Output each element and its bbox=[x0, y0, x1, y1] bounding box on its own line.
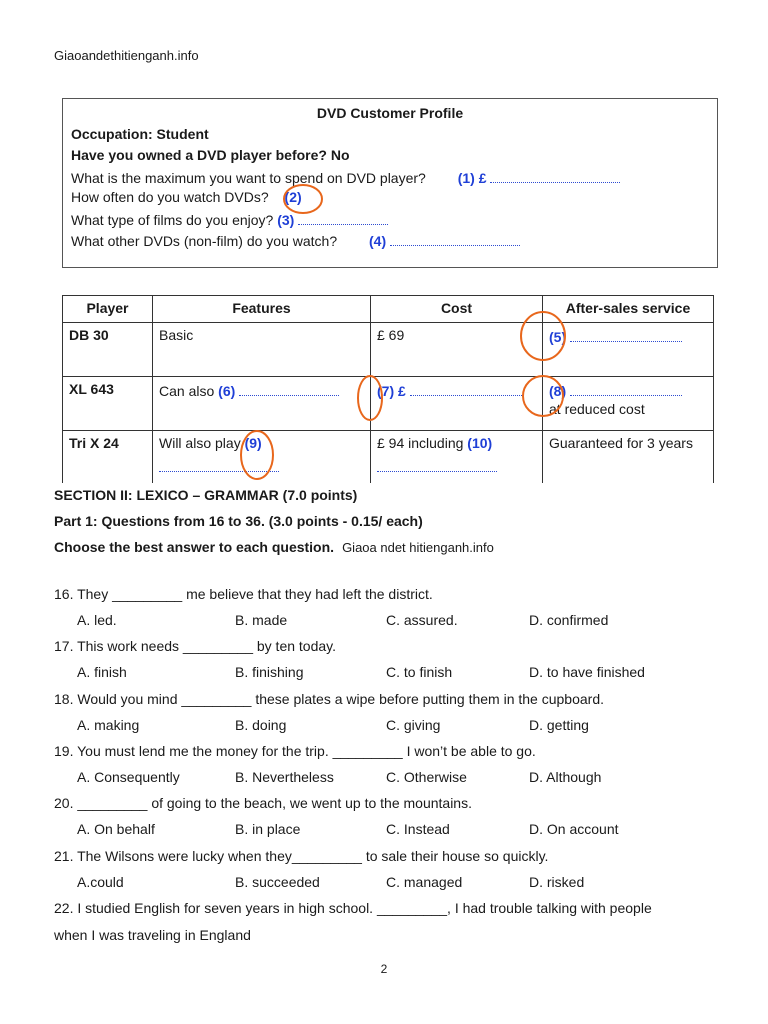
instruction-text: Choose the best answer to each question. bbox=[54, 539, 335, 555]
question-21: 21. The Wilsons were lucky when they_________ to sale their house so quickly. bbox=[54, 848, 549, 864]
blank-label-5: (5) bbox=[549, 329, 567, 345]
service-note: at reduced cost bbox=[549, 401, 645, 417]
site-header: Giaoandethitienganh.info bbox=[54, 48, 199, 63]
header-cost: Cost bbox=[371, 296, 543, 323]
table-row bbox=[63, 323, 714, 377]
answer-blank-3[interactable] bbox=[298, 210, 388, 225]
players-table bbox=[62, 295, 714, 483]
cell-features bbox=[153, 431, 371, 484]
option-d[interactable]: D. to have finished bbox=[529, 664, 645, 680]
customer-profile-box bbox=[62, 98, 718, 268]
option-d[interactable]: D. Although bbox=[529, 769, 602, 785]
answer-blank-8[interactable] bbox=[570, 381, 682, 396]
profile-question: What type of films do you enjoy? bbox=[71, 212, 274, 228]
header-service: After-sales service bbox=[543, 296, 714, 323]
blank-label-4: (4) bbox=[369, 233, 387, 249]
features-text: Can also bbox=[159, 383, 215, 399]
header-features: Features bbox=[153, 296, 371, 323]
blank-label-8: (8) bbox=[549, 383, 567, 399]
answer-blank-9[interactable] bbox=[159, 457, 279, 472]
blank-label-3: (3) bbox=[277, 212, 295, 228]
option-c[interactable]: C. managed bbox=[386, 874, 463, 890]
option-b[interactable]: B. Nevertheless bbox=[235, 769, 334, 785]
option-d[interactable]: D. getting bbox=[529, 717, 589, 733]
cell-cost bbox=[371, 377, 543, 431]
answer-blank-6[interactable] bbox=[239, 381, 339, 396]
table-row bbox=[63, 431, 714, 484]
option-b[interactable]: B. made bbox=[235, 612, 288, 628]
option-d[interactable]: D. risked bbox=[529, 874, 585, 890]
answer-blank-7[interactable] bbox=[410, 381, 522, 396]
answer-blank-4[interactable] bbox=[390, 231, 520, 246]
answer-blank-5[interactable] bbox=[570, 327, 682, 342]
option-c[interactable]: C. assured. bbox=[386, 612, 458, 628]
cell-cost bbox=[371, 431, 543, 484]
question-16: 16. They _________ me believe that they had left the district. bbox=[54, 586, 433, 602]
profile-line-how-often bbox=[71, 189, 302, 205]
instruction-line bbox=[54, 539, 494, 555]
option-c[interactable]: C. Otherwise bbox=[386, 769, 467, 785]
features-text: Will also play bbox=[159, 435, 241, 451]
option-a[interactable]: A. led. bbox=[77, 612, 117, 628]
table-header-row bbox=[63, 296, 714, 323]
blank-label-2: (2) bbox=[284, 189, 302, 205]
cell-player: DB 30 bbox=[63, 323, 153, 377]
question-22-continued: when I was traveling in England bbox=[54, 927, 251, 943]
profile-question: What other DVDs (non-film) do you watch? bbox=[71, 233, 338, 249]
option-c[interactable]: C. giving bbox=[386, 717, 441, 733]
profile-title: DVD Customer Profile bbox=[316, 105, 464, 121]
page-number: 2 bbox=[380, 962, 388, 976]
section-title: SECTION II: LEXICO – GRAMMAR (7.0 points) bbox=[54, 487, 358, 503]
option-b[interactable]: B. in place bbox=[235, 821, 301, 837]
option-a[interactable]: A. making bbox=[77, 717, 140, 733]
answer-blank-1[interactable] bbox=[490, 168, 620, 183]
table-row bbox=[63, 377, 714, 431]
cost-text: £ 94 including bbox=[377, 435, 464, 451]
blank-label-10: (10) bbox=[467, 435, 493, 451]
blank-label-1: (1) £ bbox=[457, 170, 487, 186]
profile-question: How often do you watch DVDs? bbox=[71, 189, 269, 205]
part-title: Part 1: Questions from 16 to 36. (3.0 points - 0.15/ each) bbox=[54, 513, 423, 529]
option-a[interactable]: A. On behalf bbox=[77, 821, 155, 837]
profile-question: What is the maximum you want to spend on DVD player? bbox=[71, 170, 426, 186]
header-player: Player bbox=[63, 296, 153, 323]
answer-blank-10[interactable] bbox=[377, 457, 497, 472]
option-a[interactable]: A. finish bbox=[77, 664, 127, 680]
option-a[interactable]: A.could bbox=[77, 874, 124, 890]
cell-service: Guaranteed for 3 years bbox=[543, 431, 714, 484]
watermark-text: Giaoa ndet hitienganh.info bbox=[342, 540, 494, 555]
option-b[interactable]: B. finishing bbox=[235, 664, 304, 680]
option-b[interactable]: B. succeeded bbox=[235, 874, 320, 890]
blank-label-9: (9) bbox=[244, 435, 262, 451]
blank-label-6: (6) bbox=[218, 383, 236, 399]
option-c[interactable]: C. Instead bbox=[386, 821, 450, 837]
cell-features bbox=[153, 377, 371, 431]
profile-line-film-type bbox=[71, 210, 388, 228]
blank-label-7: (7) £ bbox=[377, 383, 406, 399]
cell-service bbox=[543, 323, 714, 377]
profile-line-max-spend bbox=[71, 168, 620, 186]
question-19: 19. You must lend me the money for the trip. _________ I won’t be able to go. bbox=[54, 743, 536, 759]
cell-player: XL 643 bbox=[63, 377, 153, 431]
option-b[interactable]: B. doing bbox=[235, 717, 287, 733]
profile-line-other-dvds bbox=[71, 231, 520, 249]
question-22: 22. I studied English for seven years in high school. _________, I had trouble talking with people bbox=[54, 900, 652, 916]
cell-service bbox=[543, 377, 714, 431]
cell-features: Basic bbox=[153, 323, 371, 377]
option-d[interactable]: D. confirmed bbox=[529, 612, 609, 628]
cell-cost: £ 69 bbox=[371, 323, 543, 377]
question-17: 17. This work needs _________ by ten today. bbox=[54, 638, 337, 654]
question-20: 20. _________ of going to the beach, we went up to the mountains. bbox=[54, 795, 472, 811]
cell-player: Tri X 24 bbox=[63, 431, 153, 484]
profile-occupation: Occupation: Student bbox=[71, 126, 209, 142]
option-c[interactable]: C. to finish bbox=[386, 664, 453, 680]
option-d[interactable]: D. On account bbox=[529, 821, 619, 837]
option-a[interactable]: A. Consequently bbox=[77, 769, 180, 785]
question-18: 18. Would you mind _________ these plates a wipe before putting them in the cupboard. bbox=[54, 691, 605, 707]
profile-owned-before: Have you owned a DVD player before? No bbox=[71, 147, 350, 163]
